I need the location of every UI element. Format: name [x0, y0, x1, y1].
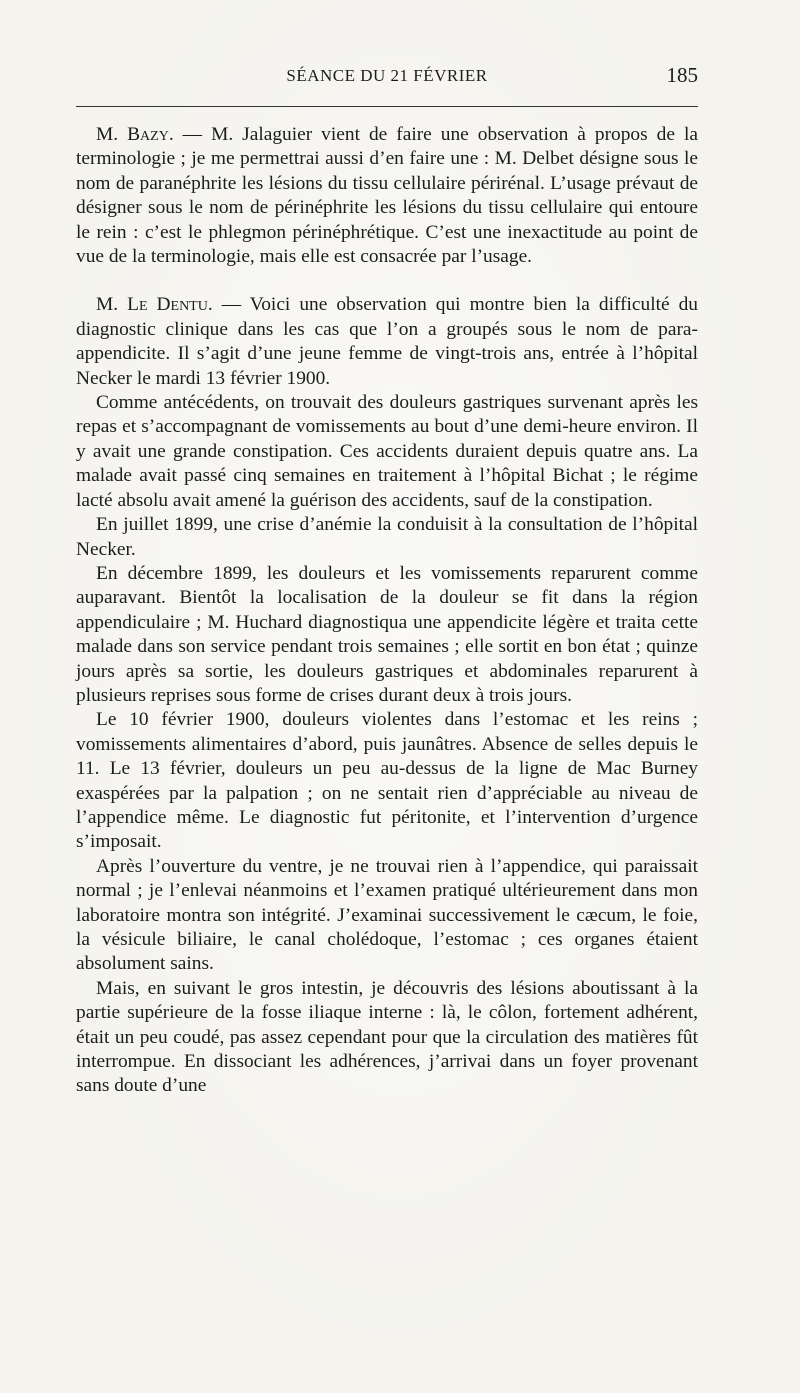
paragraph: Comme antécédents, on trouvait des douleurs gastriques survenant après les repas et s’accompagnant de vomissements au bout d’une demi-heure environ. Il y avait une grande constipation. Ces accidents duraient depuis quatre ans. La malade avait passé cinq semaines en traitement à l’hôpital Bichat ; le régime lacté absolu avait amené la guérison des accidents, sauf de la constipation. [76, 392, 698, 511]
paragraph: Le 10 février 1900, douleurs violentes dans l’estomac et les reins ; vomissements alimentaires d’abord, puis jaunâtres. Absence de selles depuis le 11. Le 13 février, douleurs un peu au-dessus de la ligne de Mac Burney exaspérées par la palpation ; on ne sentait rien d’appréciable au niveau de l’appendice même. Le diagnostic fut péritonite, et l’intervention d’urgence s’imposait. [76, 709, 698, 853]
header-rule [76, 106, 698, 107]
page-number: 185 [666, 63, 698, 87]
paragraph: Mais, en suivant le gros intestin, je découvris des lésions aboutissant à la partie supérieure de la fosse iliaque interne : là, le côlon, fortement adhérent, était un peu coudé, pas assez cependant pour que la circulation des matières fût interrompue. En dissociant les adhérences, j’arrivai dans un foyer provenant sans doute d’une [76, 977, 698, 1097]
speaker-title: M. [96, 124, 119, 145]
paragraph-text: . — Voici une observation qui montre bien la difficulté du diagnostic clinique dans les cas que l’on a groupés sous le nom de para-appendicite. Il s’agit d’une jeune femme de vingt-trois ans, entrée à l’hôpital Necker le mardi 13 février 1900. [76, 294, 698, 389]
paragraph-bazy [76, 123, 698, 269]
running-title: SÉANCE DU 21 FÉVRIER [286, 66, 488, 85]
speaker-name: Le Dentu [127, 294, 208, 316]
paragraph-text: . — M. Jalaguier vient de faire une observation à propos de la terminologie ; je me permettrai aussi d’en faire une : M. Delbet désigne sous le nom de paranéphrite les lésions du tissu cellulaire périrénal. L’usage prévaut de désigner sous le nom de périnéphrite les lésions du tissu cellulaire qui entoure le rein : c’est le phlegmon périnéphrétique. C’est une inexactitude au point de vue de la terminologie, mais elle est consacrée par l’usage. [76, 124, 698, 268]
speaker-name: Bazy [127, 124, 169, 145]
paragraph: Après l’ouverture du ventre, je ne trouvai rien à l’appendice, qui paraissait normal ; je l’enlevai néanmoins et l’examen pratiqué ultérieurement dans mon laboratoire montra son intégrité. J’examinai successivement le cæcum, le foie, la vésicule biliaire, le canal cholédoque, l’estomac ; ces organes étaient absolument sains. [76, 855, 698, 975]
paragraph-le-dentu [76, 293, 698, 391]
paragraph: En juillet 1899, une crise d’anémie la conduisit à la consultation de l’hôpital Necker. [76, 514, 698, 560]
page-header [76, 63, 698, 96]
paragraph: En décembre 1899, les douleurs et les vomissements reparurent comme auparavant. Bientôt la localisation de la douleur se fit dans la région appendiculaire ; M. Huchard diagnostiqua une appendicite légère et traita cette malade dans son service pendant trois semaines ; elle sortit en bon état ; quinze jours après sa sortie, les douleurs gastriques et abdominales reparurent à plusieurs reprises sous forme de crises durant deux à trois jours. [76, 562, 698, 706]
body-text [76, 123, 698, 1099]
speaker-title: M. [96, 294, 119, 316]
